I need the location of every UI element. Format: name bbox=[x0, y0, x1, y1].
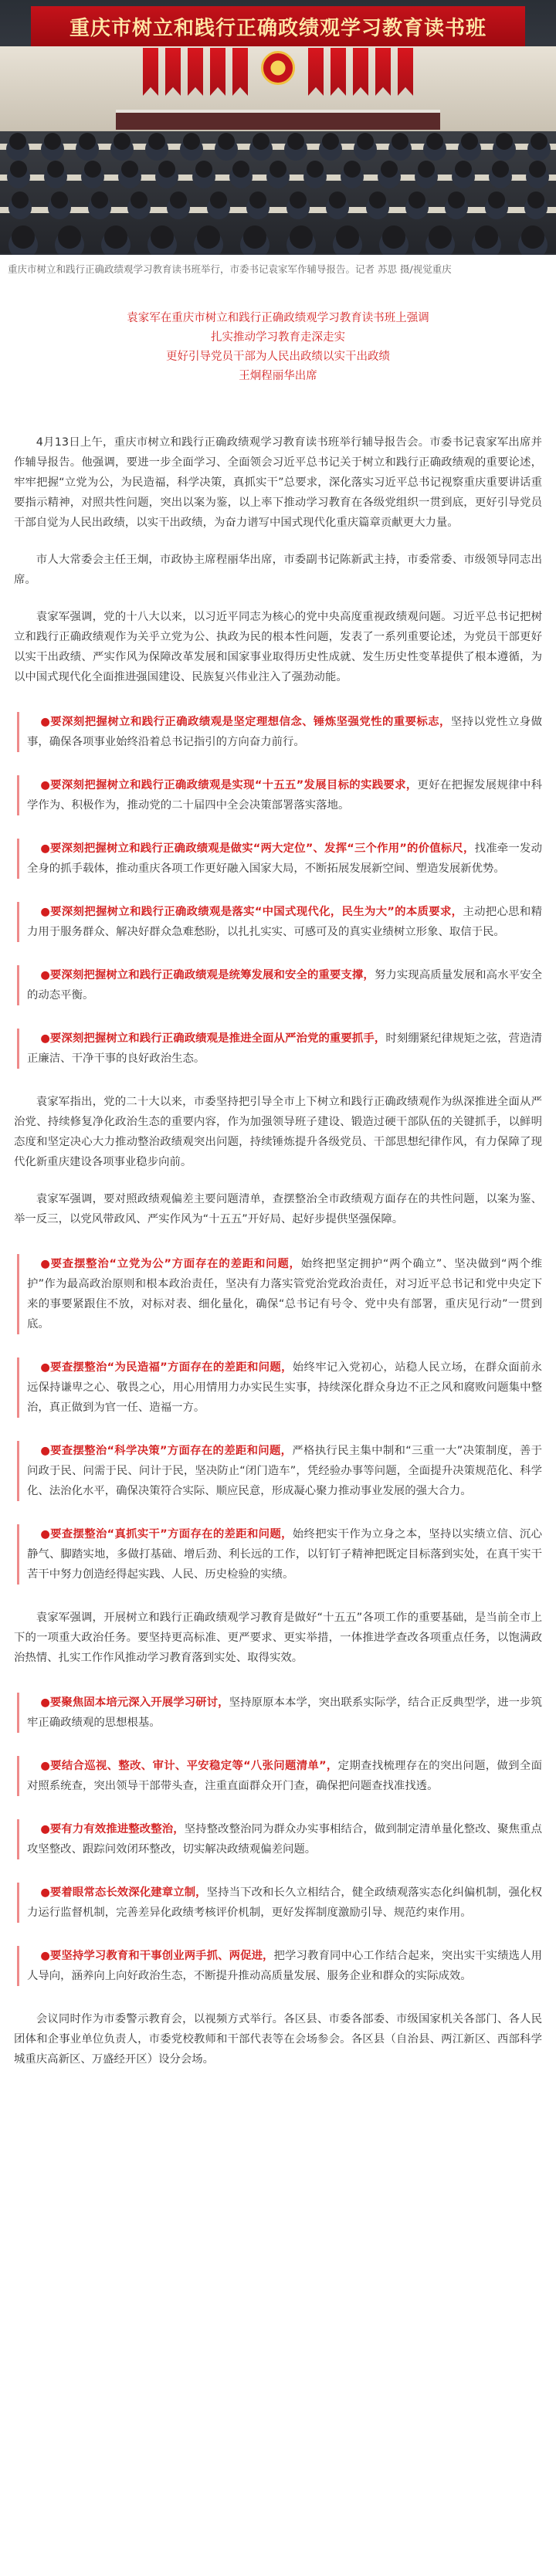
key-point-detail: 始终把实干作为立身之本，坚持以实绩立信、沉心静气、脚踏实地，多做打基础、增后劲、利长远的工作，以钉钉子精神把既定目标落到实处，在真干实干苦干中努力创造经得起实践、人民、历史检验的实绩。 bbox=[27, 1528, 542, 1581]
key-points-group-b bbox=[14, 1254, 542, 1585]
key-point-lead: 要深刻把握树立和践行正确政绩观是落实“中国式现代化，民生为大”的本质要求， bbox=[50, 906, 463, 918]
photo-caption: 重庆市树立和践行正确政绩观学习教育读书班举行，市委书记袁家军作辅导报告。记者 苏思 摄/视觉重庆 bbox=[8, 263, 452, 275]
paragraph: 袁家军强调，党的十八大以来，以习近平同志为核心的党中央高度重视政绩观问题。习近平总书记把树立和践行正确政绩观作为关乎立党为公、执政为民的根本性问题，发表了一系列重要论述，为党员干部更好以实干出政绩、严实作风为保障改革发展和国家事业取得历史性成就、发生历史性变革提供了根本遵循，为以中国式现代化全面推进强国建设、民族复兴伟业注入了强劲动能。 bbox=[14, 611, 542, 683]
paragraph: 袁家军强调，开展树立和践行正确政绩观学习教育是做好“十五五”各项工作的重要基础，是当前全市上下的一项重大政治任务。要坚持更高标准、更严要求、更实举措，一体推进学查改各项重点任务，以饱满政治热情、扎实工作作风推动学习教育落到实处、取得实效。 bbox=[14, 1612, 542, 1664]
bullet-dot-icon: ● bbox=[40, 1950, 50, 1962]
key-point-detail: 把学习教育同中心工作结合起来，突出实干实绩选人用人导向，涵养向上向好政治生态，不断提升推动高质量发展、服务企业和群众的实际成效。 bbox=[27, 1950, 542, 1982]
key-point-lead: 要着眼常态长效深化建章立制， bbox=[49, 1886, 207, 1899]
key-point-detail: 始终把坚定拥护“两个确立”、坚决做到“两个维护”作为最高政治原则和根本政治责任，坚决有力落实管党治党政治责任，对习近平总书记和党中央定下来的事要紧跟住不放，对标对表、细化量化，确保“总书记有号令、党中央有部署，重庆见行动”一贯到底。 bbox=[27, 1258, 543, 1330]
key-point-text bbox=[27, 1029, 542, 1069]
bullet-dot-icon: ● bbox=[40, 1696, 50, 1709]
bullet-dot-icon: ● bbox=[40, 1445, 51, 1457]
key-point-lead: 要有力有效推进整改整治， bbox=[49, 1823, 185, 1835]
meeting-banner-text: 重庆市树立和践行正确政绩观学习教育读书班 bbox=[69, 16, 486, 40]
key-point-detail: 坚持当下改和长久立相结合，健全政绩观落实态化纠偏机制，强化权力运行监督机制，完善差异化政绩考核评价机制，更好发挥制度激励引导、规范约束作用。 bbox=[27, 1886, 542, 1919]
key-point-text bbox=[27, 1254, 542, 1334]
key-point bbox=[17, 902, 542, 942]
key-point bbox=[17, 965, 542, 1005]
key-point-text bbox=[27, 1756, 542, 1796]
key-points-group-c bbox=[14, 1693, 542, 1986]
key-point-text bbox=[27, 902, 542, 942]
key-point-detail: 找准牵一发动全身的抓手载体，推动重庆各项工作更好融入国家大局，不断拓展发展新空间、塑造发展新优势。 bbox=[27, 842, 542, 875]
key-point-lead: 要查摆整治“科学决策”方面存在的差距和问题， bbox=[50, 1445, 293, 1457]
key-point-lead: 要聚焦固本培元深入开展学习研讨， bbox=[49, 1696, 229, 1709]
bullet-dot-icon: ● bbox=[40, 1032, 50, 1045]
meeting-banner bbox=[31, 6, 525, 46]
bullet-dot-icon: ● bbox=[40, 1258, 51, 1270]
key-point-text bbox=[27, 1693, 542, 1733]
key-point-detail: 坚持原原本本学，突出联系实际学，结合正反典型学，进一步筑牢正确政绩观的思想根基。 bbox=[27, 1696, 542, 1729]
bullet-dot-icon: ● bbox=[40, 1823, 50, 1835]
key-point-text bbox=[27, 1819, 542, 1859]
key-point bbox=[17, 1029, 542, 1069]
key-point-lead: 要深刻把握树立和践行正确政绩观是做实“两大定位”、发挥“三个作用”的价值标尺， bbox=[50, 842, 475, 855]
key-points-group-a bbox=[14, 712, 542, 1069]
key-point bbox=[17, 1946, 542, 1986]
key-point bbox=[17, 1756, 542, 1796]
bullet-dot-icon: ● bbox=[40, 716, 51, 728]
paragraph: 袁家军强调，要对照政绩观偏差主要问题清单，查摆整治全市政绩观方面存在的共性问题，以案为鉴、举一反三，以党风带政风、严实作风为“十五五”开好局、起好步提供坚强保障。 bbox=[14, 1193, 542, 1225]
key-point-lead: 要查摆整治“真抓实干”方面存在的差距和问题， bbox=[50, 1528, 293, 1541]
key-point bbox=[17, 839, 542, 879]
key-point-lead: 要深刻把握树立和践行正确政绩观是统筹发展和安全的重要支撑， bbox=[49, 969, 375, 981]
key-point-detail: 更好在把握发展规律中科学作为、积极作为，推动党的二十届四中全会决策部署落实落地。 bbox=[27, 779, 542, 812]
key-point-detail: 定期查找梳理存在的突出问题，做到全面对照系统查，突出领导干部带头查，注重直面群众开门查，确保把问题查找准找透。 bbox=[27, 1760, 542, 1792]
bullet-dot-icon: ● bbox=[40, 1760, 51, 1772]
paragraph: 4月13日上午，重庆市树立和践行正确政绩观学习教育读书班举行辅导报告会。市委书记袁家军出席并作辅导报告。他强调，要进一步全面学习、全面领会习近平总书记关于树立和践行正确政绩观的重要论述，牢牢把握“立党为公，为民造福，科学决策，真抓实干”总要求，深化落实习近平总书记视察重庆重要讲话重要指示精神，对照共性问题，突出以案为鉴，以上率下推动学习教育在各级党组织一贯到底，更好引导党员干部自觉为人民出政绩，以实干出政绩，为奋力谱写中国式现代化重庆篇章贡献更大力量。 bbox=[14, 436, 542, 529]
key-point-lead: 要结合巡视、整改、审计、平安稳定等“八张问题清单”， bbox=[50, 1760, 338, 1772]
bullet-dot-icon: ● bbox=[40, 1361, 51, 1374]
key-point-lead: 要深刻把握树立和践行正确政绩观是实现“十五五”发展目标的实践要求， bbox=[50, 779, 418, 791]
key-point-text bbox=[27, 1524, 542, 1585]
bullet-dot-icon: ● bbox=[40, 1528, 51, 1541]
audience-hall bbox=[0, 130, 556, 253]
key-point-detail: 时刻绷紧纪律规矩之弦，营造清正廉洁、干净干事的良好政治生态。 bbox=[27, 1032, 542, 1065]
key-point-detail: 主动把心思和精力用于服务群众、解决好群众急难愁盼，以扎扎实实、可感可及的真实业绩树立形象、取信于民。 bbox=[27, 906, 542, 938]
key-point-detail: 严格执行民主集中制和“三重一大”决策制度，善于问政于民、问需于民、问计于民，坚决防止“闭门造车”，凭经验办事等问题，全面提升决策规范化、科学化、法治化水平，确保决策符合实际、顺应民意，形成凝心聚力推动事业发展的强大合力。 bbox=[27, 1445, 542, 1497]
key-point-text bbox=[27, 1357, 542, 1418]
summary-line: 袁家军在重庆市树立和践行正确政绩观学习教育读书班上强调 bbox=[127, 312, 429, 324]
key-point bbox=[17, 1819, 542, 1859]
key-point-detail: 坚持整改整治同为群众办实事相结合，做到制定清单量化整改、聚焦重点攻坚整改、跟踪问效闭环整改，切实解决政绩观偏差问题。 bbox=[27, 1823, 542, 1856]
key-point bbox=[17, 1883, 542, 1923]
key-point-lead: 要深刻把握树立和践行正确政绩观是坚定理想信念、锤炼坚强党性的重要标志， bbox=[50, 716, 451, 728]
paragraph: 市人大常委会主任王炯，市政协主席程丽华出席，市委副书记陈新武主持，市委常委、市级领导同志出席。 bbox=[14, 554, 542, 586]
key-point bbox=[17, 1524, 542, 1585]
key-point-lead: 要查摆整治“立党为公”方面存在的差距和问题， bbox=[50, 1258, 301, 1270]
bullet-dot-icon: ● bbox=[40, 969, 50, 981]
summary-line: 扎实推动学习教育走深走实 bbox=[211, 331, 345, 344]
key-point-lead: 要查摆整治“为民造福”方面存在的差距和问题， bbox=[50, 1361, 293, 1374]
rostrum bbox=[116, 110, 440, 130]
key-point-detail: 始终牢记入党初心，站稳人民立场，在群众面前永远保持谦卑之心、敬畏之心，用心用情用力办实民生实事，持续深化群众身边不正之风和腐败问题集中整治，真正做到为官一任、造福一方。 bbox=[27, 1361, 542, 1414]
key-point bbox=[17, 712, 542, 752]
bullet-dot-icon: ● bbox=[40, 779, 51, 791]
article-body bbox=[0, 432, 556, 2069]
summary-line: 王炯程丽华出席 bbox=[239, 370, 317, 382]
bullet-dot-icon: ● bbox=[40, 906, 51, 918]
key-point bbox=[17, 775, 542, 815]
key-point-text bbox=[27, 839, 542, 879]
bullet-dot-icon: ● bbox=[40, 842, 51, 855]
key-point bbox=[17, 1441, 542, 1501]
key-point bbox=[17, 1357, 542, 1418]
key-point-lead: 要坚持学习教育和干事创业两手抓、两促进， bbox=[49, 1950, 274, 1962]
hero-photo bbox=[0, 0, 556, 255]
article-summary bbox=[0, 309, 556, 432]
key-point-lead: 要深刻把握树立和践行正确政绩观是推进全面从严治党的重要抓手， bbox=[49, 1032, 386, 1045]
key-point-text bbox=[27, 775, 542, 815]
key-point-detail: 坚持以党性立身做事，确保各项事业始终沿着总书记指引的方向奋力前行。 bbox=[27, 716, 542, 748]
bullet-dot-icon: ● bbox=[40, 1886, 50, 1899]
key-point-text bbox=[27, 1441, 542, 1501]
key-point bbox=[17, 1254, 542, 1334]
key-point-detail: 努力实现高质量发展和高水平安全的动态平衡。 bbox=[27, 969, 542, 1002]
key-point-text bbox=[27, 712, 542, 752]
paragraph: 会议同时作为市委警示教育会，以视频方式举行。各区县、市委各部委、市级国家机关各部门、各人民团体和企事业单位负责人，市委党校教师和干部代表等在会场参会。各区县（自治县、两江新区、西部科学城重庆高新区、万盛经开区）设分会场。 bbox=[14, 2013, 542, 2066]
party-emblem-icon bbox=[261, 51, 295, 85]
paragraph: 袁家军指出，党的二十大以来，市委坚持把引导全市上下树立和践行正确政绩观作为纵深推进全面从严治党、持续修复净化政治生态的重要内容，作为加强领导班子建设、锻造过硬干部队伍的关键抓手，以鲜明态度和坚定决心大力推动整治政绩观突出问题，持续锤炼提升各级党员、干部思想纪律作风，有力保障了现代化新重庆建设各项事业稳步向前。 bbox=[14, 1096, 542, 1168]
summary-line: 更好引导党员干部为人民出政绩以实干出政绩 bbox=[166, 351, 390, 363]
key-point bbox=[17, 1693, 542, 1733]
key-point-text bbox=[27, 965, 542, 1005]
key-point-text bbox=[27, 1946, 542, 1986]
key-point-text bbox=[27, 1883, 542, 1923]
